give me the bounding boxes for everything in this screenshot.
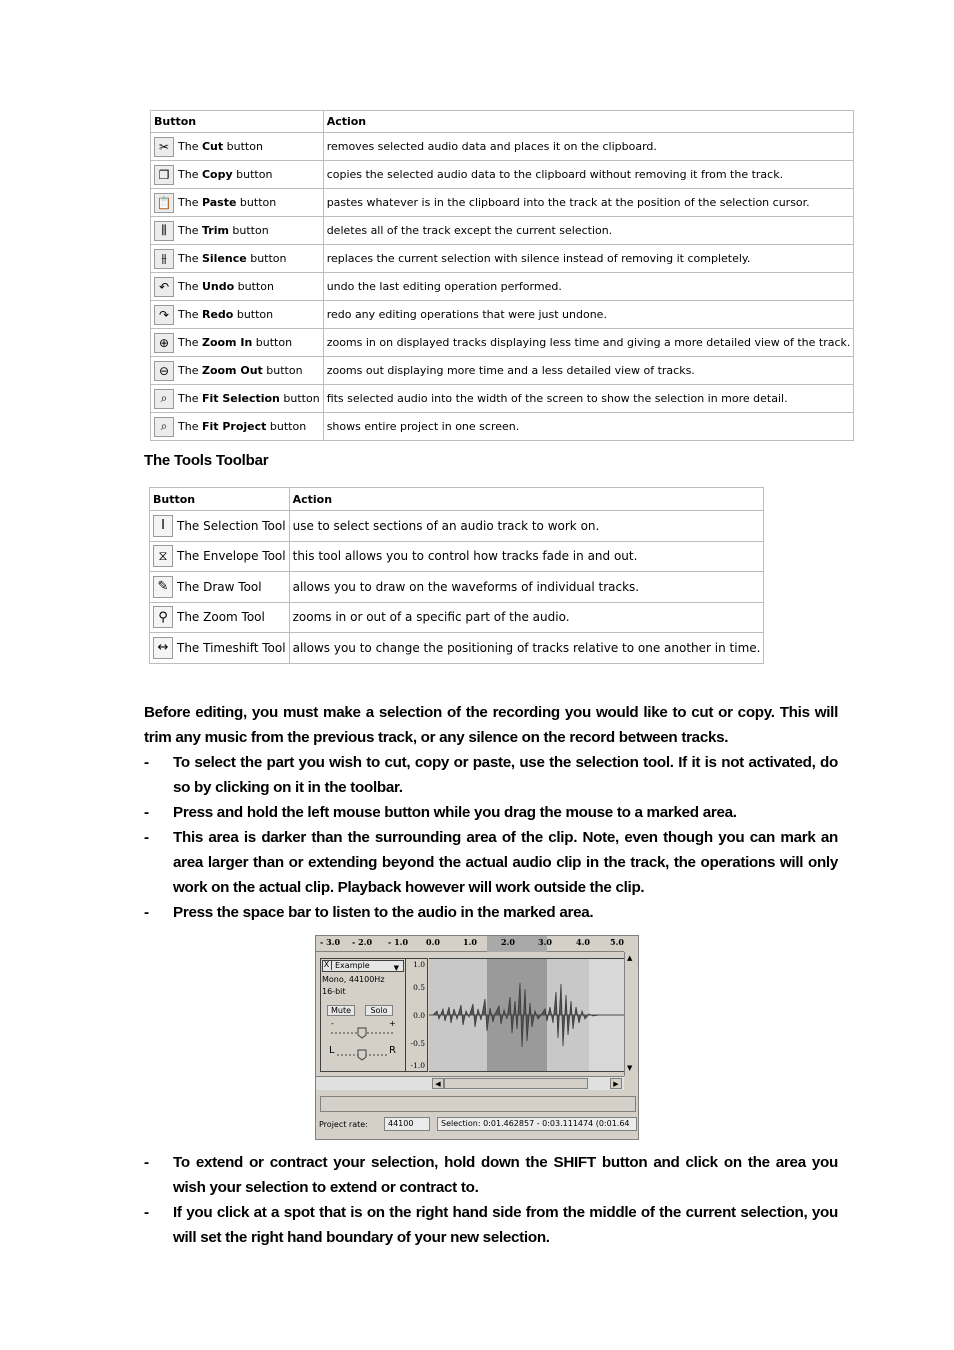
action-cell: allows you to draw on the waveforms of individual tracks. (289, 572, 764, 603)
undo-icon: ↶ (154, 277, 174, 297)
table-row (151, 385, 854, 413)
button-cell (151, 357, 324, 385)
scroll-up-icon[interactable]: ▲ (627, 954, 633, 962)
button-label: The Zoom In button (178, 336, 293, 349)
gain-slider[interactable] (329, 1027, 395, 1039)
button-label: The Undo button (178, 280, 274, 293)
zoom-in-icon: ⊕ (154, 333, 174, 353)
gain-plus-label: + (389, 1019, 396, 1028)
bullet-dash: - (144, 1204, 149, 1221)
bullet-item (144, 750, 838, 800)
fit-project-icon: ⌕ (154, 417, 174, 437)
ruler-tick-label: - 2.0 (352, 937, 373, 947)
scroll-left-icon[interactable]: ◀ (432, 1078, 444, 1089)
bullet-dash: - (144, 754, 149, 771)
mute-button[interactable]: Mute (327, 1005, 355, 1016)
ruler-tick-label: 5.0 (610, 937, 624, 947)
bullet-dash: - (144, 804, 149, 821)
ruler-tick-label: 2.0 (501, 937, 515, 947)
paste-icon: 📋 (154, 193, 174, 213)
column-header: Button (150, 488, 290, 511)
button-cell (151, 273, 324, 301)
scale-label: -0.5 (410, 1039, 425, 1048)
scale-label: 0.5 (413, 983, 425, 992)
button-cell (151, 133, 324, 161)
button-label: The Redo button (178, 308, 274, 321)
tools-table (149, 487, 764, 664)
silence-icon: ⫵ (154, 249, 174, 269)
selection-readout: Selection: 0:01.462857 - 0:03.111474 (0:01.64 (437, 1117, 637, 1131)
column-header: Action (289, 488, 764, 511)
bullet-dash: - (144, 829, 149, 846)
column-header: Action (323, 111, 854, 133)
button-cell (151, 217, 324, 245)
table-row (151, 413, 854, 441)
action-cell: fits selected audio into the width of the screen to show the selection in more detail. (323, 385, 854, 413)
button-label: The Trim button (178, 224, 269, 237)
tool-cell (150, 511, 290, 542)
table-row (151, 133, 854, 161)
tool-cell (150, 633, 290, 664)
waveform-area[interactable] (429, 958, 624, 1072)
scale-label: -1.0 (410, 1061, 425, 1070)
table-row (150, 511, 764, 542)
tool-cell (150, 572, 290, 603)
status-bar-bottom (316, 1116, 639, 1140)
tool-label: The Envelope Tool (177, 549, 286, 564)
bullet-dash: - (144, 1154, 149, 1171)
close-track-button[interactable]: X (322, 960, 332, 970)
button-cell (151, 413, 324, 441)
table-row (151, 329, 854, 357)
solo-button[interactable]: Solo (365, 1005, 393, 1016)
table-row (151, 357, 854, 385)
tool-cell (150, 602, 290, 633)
button-cell (151, 161, 324, 189)
bullet-text: Press and hold the left mouse button while you drag the mouse to a marked area. (173, 804, 737, 821)
scale-label: 0.0 (413, 1011, 425, 1020)
button-label: The Paste button (178, 196, 277, 209)
bullet-item (144, 900, 838, 925)
edit-buttons-table (150, 110, 854, 441)
redo-icon: ↷ (154, 305, 174, 325)
cut-icon: ✂ (154, 137, 174, 157)
zoom-tool-icon: ⚲ (153, 606, 173, 628)
tool-label: The Draw Tool (177, 579, 262, 594)
amplitude-scale (406, 958, 428, 1072)
action-cell: removes selected audio data and places it on the clipboard. (323, 133, 854, 161)
bullet-text: To select the part you wish to cut, copy or paste, use the selection tool. If it is not activated, do so by clicking on it in the toolbar. (173, 754, 838, 796)
button-cell (151, 189, 324, 217)
scale-label: 1.0 (413, 960, 425, 969)
zoom-out-icon: ⊖ (154, 361, 174, 381)
tool-label: The Timeshift Tool (177, 640, 286, 655)
fit-selection-icon: ⌕ (154, 389, 174, 409)
button-label: The Silence button (178, 252, 287, 265)
pan-right-label: R (389, 1045, 396, 1056)
track-name-menu[interactable] (322, 960, 404, 972)
button-cell (151, 385, 324, 413)
vertical-scrollbar[interactable] (624, 952, 639, 1076)
copy-icon: ❐ (154, 165, 174, 185)
ruler-tick-label: 3.0 (538, 937, 552, 947)
tool-label: The Selection Tool (177, 518, 286, 533)
ruler-tick-label: 0.0 (426, 937, 440, 947)
table-row (150, 572, 764, 603)
scroll-thumb[interactable] (444, 1078, 588, 1089)
bullet-item (144, 825, 838, 900)
table-row (151, 217, 854, 245)
action-cell: zooms in on displayed tracks displaying less time and giving a more detailed view of the track. (323, 329, 854, 357)
pan-slider[interactable] (335, 1049, 389, 1061)
project-rate-label: Project rate: (319, 1120, 368, 1129)
track-control-panel (320, 958, 406, 1072)
trim-icon: ⫼ (154, 221, 174, 241)
button-label: The Fit Selection button (178, 392, 320, 405)
project-rate-field[interactable]: 44100 (384, 1117, 430, 1131)
ruler-tick-label: 4.0 (576, 937, 590, 947)
action-cell: zooms in or out of a specific part of the audio. (289, 602, 764, 633)
track-format: Mono, 44100Hz (322, 975, 385, 984)
table-row (151, 301, 854, 329)
action-cell: zooms out displaying more time and a less detailed view of tracks. (323, 357, 854, 385)
table-row (150, 541, 764, 572)
audacity-window (315, 935, 639, 1140)
table-row (151, 189, 854, 217)
timeline-ruler[interactable] (316, 936, 624, 952)
button-cell (151, 301, 324, 329)
action-cell: allows you to change the positioning of tracks relative to one another in time. (289, 633, 764, 664)
waveform (429, 959, 624, 1071)
action-cell: deletes all of the track except the current selection. (323, 217, 854, 245)
table-row (151, 161, 854, 189)
track-bits: 16-bit (322, 987, 346, 996)
tool-label: The Zoom Tool (177, 610, 265, 625)
action-cell: copies the selected audio data to the clipboard without removing it from the track. (323, 161, 854, 189)
ruler-tick-label: 1.0 (463, 937, 477, 947)
button-label: The Copy button (178, 168, 273, 181)
pan-left-label: L (329, 1045, 335, 1056)
button-label: The Fit Project button (178, 420, 307, 433)
ruler-tick-label: - 3.0 (320, 937, 341, 947)
horizontal-scrollbar[interactable] (316, 1076, 624, 1090)
ruler-tick-label: - 1.0 (388, 937, 409, 947)
table-header-row (151, 111, 854, 133)
tool-cell (150, 541, 290, 572)
action-cell: pastes whatever is in the clipboard into the track at the position of the selection cursor. (323, 189, 854, 217)
scroll-down-icon[interactable]: ▼ (627, 1064, 633, 1072)
button-label: The Zoom Out button (178, 364, 303, 377)
track-name: Example (335, 961, 370, 970)
table-row (150, 602, 764, 633)
button-cell (151, 329, 324, 357)
action-cell: redo any editing operations that were just undone. (323, 301, 854, 329)
envelope-tool-icon: ⧖ (153, 545, 173, 567)
draw-tool-icon: ✎ (153, 576, 173, 598)
bullet-item (144, 800, 838, 825)
column-header: Button (151, 111, 324, 133)
action-cell: replaces the current selection with silence instead of removing it completely. (323, 245, 854, 273)
gain-minus-label: - (331, 1019, 334, 1028)
selection-tool-icon: I (153, 515, 173, 537)
bullet-item (144, 1200, 838, 1250)
button-cell (151, 245, 324, 273)
bullet-text: This area is darker than the surrounding area of the clip. Note, even though you can mark an area larger than or extending beyond the actual audio clip in the track, the operations will only work on the actual clip. Playback however will work outside the clip. (173, 829, 838, 896)
tools-toolbar-heading: The Tools Toolbar (144, 452, 269, 469)
scroll-right-icon[interactable]: ▶ (610, 1078, 622, 1089)
button-label: The Cut button (178, 140, 263, 153)
table-header-row (150, 488, 764, 511)
timeshift-tool-icon: ↔ (153, 637, 173, 659)
bullet-text: If you click at a spot that is on the right hand side from the middle of the current selection, you will set the right hand boundary of your new selection. (173, 1204, 838, 1246)
dropdown-arrow-icon[interactable]: ▼ (393, 964, 399, 972)
intro-paragraph: Before editing, you must make a selection of the recording you would like to cut or copy. This will trim any music from the previous track, or any silence on the record between tracks. (144, 704, 838, 746)
table-row (151, 245, 854, 273)
action-cell: use to select sections of an audio track to work on. (289, 511, 764, 542)
table-row (150, 633, 764, 664)
bullet-dash: - (144, 904, 149, 921)
action-cell: shows entire project in one screen. (323, 413, 854, 441)
action-cell: this tool allows you to control how tracks fade in and out. (289, 541, 764, 572)
bullet-item (144, 1150, 838, 1200)
status-bar-top (320, 1096, 636, 1112)
bullet-text: Press the space bar to listen to the audio in the marked area. (173, 904, 594, 921)
action-cell: undo the last editing operation performed. (323, 273, 854, 301)
bullet-text: To extend or contract your selection, hold down the SHIFT button and click on the area you wish your selection to extend or contract to. (173, 1154, 838, 1196)
table-row (151, 273, 854, 301)
